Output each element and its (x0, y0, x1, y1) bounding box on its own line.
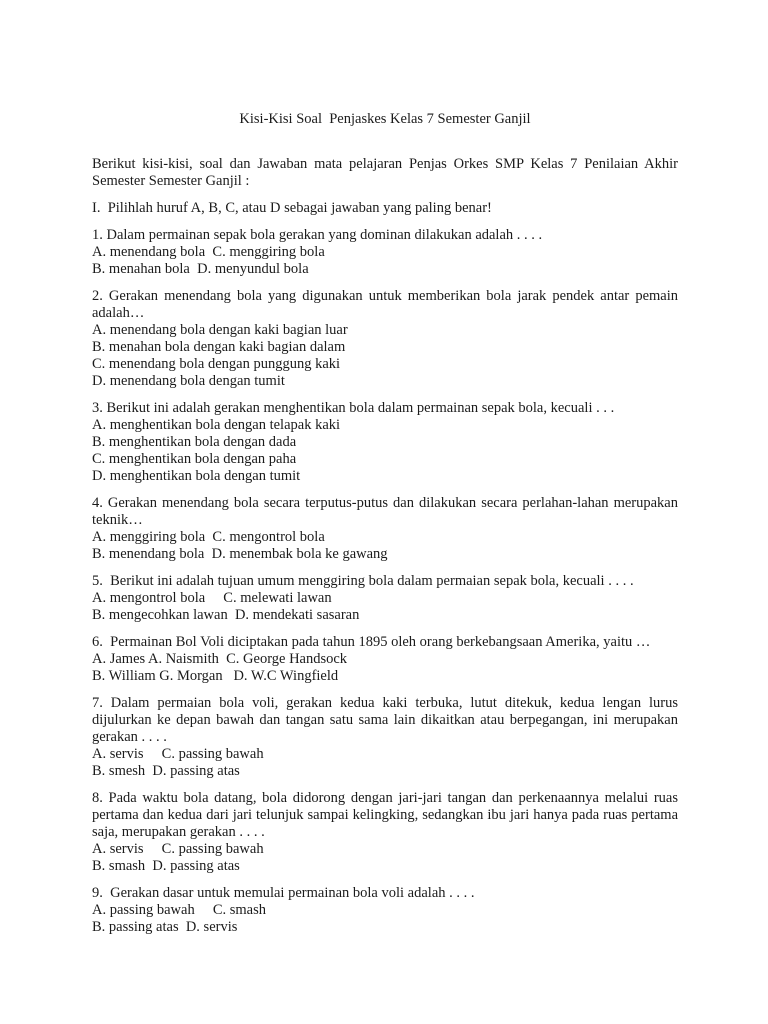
question-stem: 7. Dalam permaian bola voli, gerakan kedua kaki terbuka, lutut ditekuk, kedua lengan lurus dijulurkan ke depan bawah dan tangan satu sama lain dikaitkan atau berpegangan, ini merupakan gerakan . . . . (92, 695, 678, 745)
option-line: D. menghentikan bola dengan tumit (92, 468, 301, 484)
option-line: A. passing bawah C. smash (92, 902, 266, 918)
option-line: B. menahan bola D. menyundul bola (92, 261, 309, 277)
question-stem: 6. Permainan Bol Voli diciptakan pada tahun 1895 oleh orang berkebangsaan Amerika, yaitu … (92, 634, 651, 650)
option-line: D. menendang bola dengan tumit (92, 373, 285, 389)
question-block-1 (92, 227, 678, 278)
option-line: A. menghentikan bola dengan telapak kaki (92, 417, 341, 433)
option-line: A. servis C. passing bawah (92, 746, 264, 762)
question-stem: 4. Gerakan menendang bola secara terputus-putus dan dilakukan secara perlahan-lahan merupakan teknik… (92, 495, 678, 528)
question-block-2 (92, 288, 678, 390)
question-stem: 9. Gerakan dasar untuk memulai permainan bola voli adalah . . . . (92, 885, 475, 901)
option-line: A. James A. Naismith C. George Handsock (92, 651, 348, 667)
option-line: B. William G. Morgan D. W.C Wingfield (92, 668, 339, 684)
option-line: A. menendang bola C. menggiring bola (92, 244, 325, 260)
section-heading: I. Pilihlah huruf A, B, C, atau D sebagai jawaban yang paling benar! (92, 200, 492, 216)
option-line: A. mengontrol bola C. melewati lawan (92, 590, 332, 606)
question-stem: 1. Dalam permainan sepak bola gerakan yang dominan dilakukan adalah . . . . (92, 227, 543, 243)
option-line: B. menahan bola dengan kaki bagian dalam (92, 339, 346, 355)
option-line: C. menendang bola dengan punggung kaki (92, 356, 341, 372)
question-block-9 (92, 885, 678, 936)
option-line: A. menendang bola dengan kaki bagian luar (92, 322, 348, 338)
option-line: C. menghentikan bola dengan paha (92, 451, 297, 467)
question-stem: 8. Pada waktu bola datang, bola didorong dengan jari-jari tangan dan perkenaannya melalui ruas pertama dan kedua dari jari telunjuk sampai kelingking, sedangkan ibu jari hanya pada ruas pertama saja, merupakan gerakan . . . . (92, 790, 678, 840)
option-line: B. menghentikan bola dengan dada (92, 434, 297, 450)
question-block-4 (92, 495, 678, 563)
option-line: B. menendang bola D. menembak bola ke gawang (92, 546, 388, 562)
question-block-3 (92, 400, 678, 485)
question-stem: 2. Gerakan menendang bola yang digunakan untuk memberikan bola jarak pendek antar pemain adalah… (92, 288, 678, 321)
page-title: Kisi-Kisi Soal Penjaskes Kelas 7 Semester Ganjil (239, 111, 531, 127)
question-stem: 3. Berikut ini adalah gerakan menghentikan bola dalam permainan sepak bola, kecuali . . . (92, 400, 615, 416)
question-block-8 (92, 790, 678, 875)
option-line: B. passing atas D. servis (92, 919, 238, 935)
intro-paragraph: Berikut kisi-kisi, soal dan Jawaban mata pelajaran Penjas Orkes SMP Kelas 7 Penilaian Akhir Semester Semester Ganjil : (92, 156, 678, 189)
question-block-7 (92, 695, 678, 780)
option-line: B. mengecohkan lawan D. mendekati sasaran (92, 607, 360, 623)
option-line: A. menggiring bola C. mengontrol bola (92, 529, 325, 545)
option-line: B. smesh D. passing atas (92, 763, 240, 779)
option-line: A. servis C. passing bawah (92, 841, 264, 857)
question-block-5 (92, 573, 678, 624)
question-stem: 5. Berikut ini adalah tujuan umum menggiring bola dalam permaian sepak bola, kecuali . . . . (92, 573, 634, 589)
page-content (92, 111, 678, 936)
question-block-6 (92, 634, 678, 685)
option-line: B. smash D. passing atas (92, 858, 240, 874)
